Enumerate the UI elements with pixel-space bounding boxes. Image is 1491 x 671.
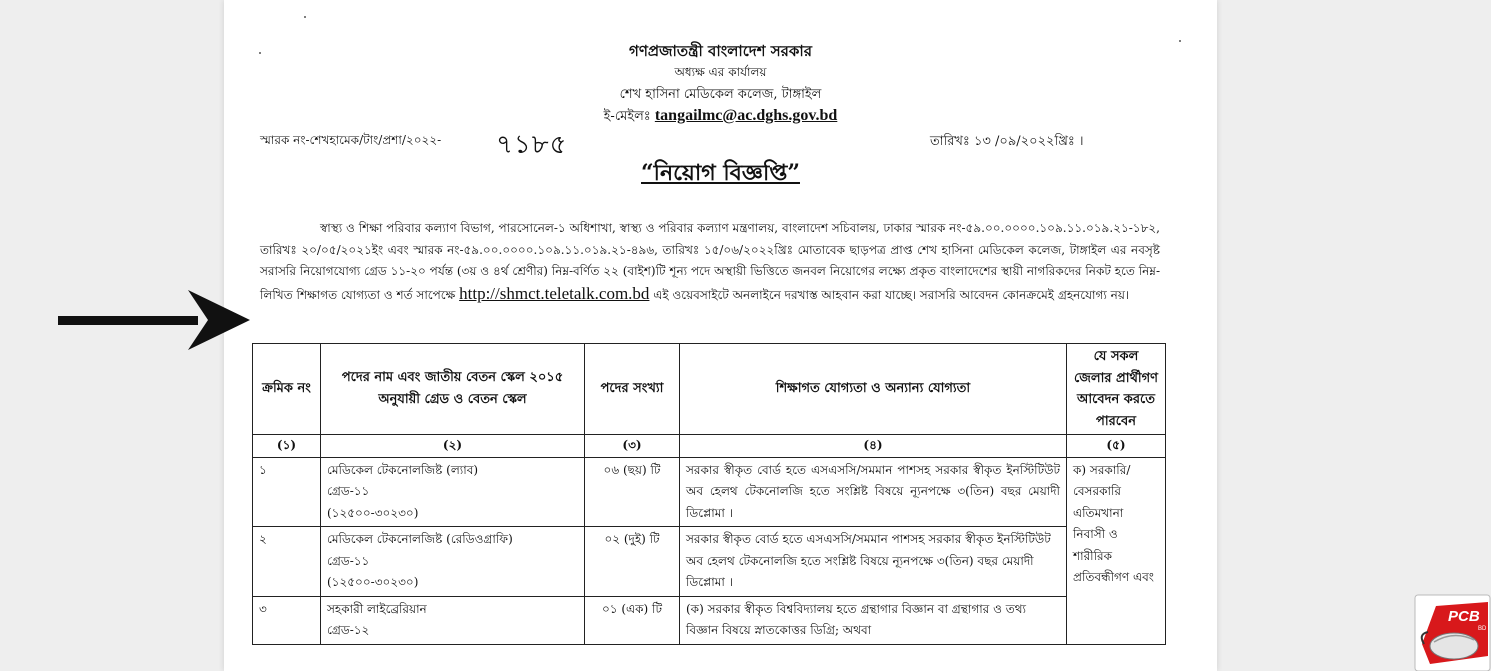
logo-text: PCB — [1448, 608, 1480, 625]
table-row — [253, 596, 1166, 644]
col-header-sl: ক্রমিক নং — [253, 344, 321, 435]
header-email-line — [224, 107, 1217, 128]
post-grade: গ্রেড-১২ — [327, 623, 370, 637]
email-label: ই-মেইলঃ — [603, 109, 651, 124]
header-office: অধ্যক্ষ এর কার্যালয় — [674, 65, 767, 79]
col-header-post: পদের নাম এবং জাতীয় বেতন স্কেল ২০১৫ অনুযায়ী গ্রেড ও বেতন স্কেল — [321, 344, 585, 435]
email-link[interactable]: tangailmc@ac.dghs.gov.bd — [654, 107, 838, 124]
memo-number: ৭১৮৫ — [496, 130, 568, 160]
intro-paragraph — [260, 218, 1160, 306]
col-number: (৪) — [680, 435, 1067, 458]
row-qualification: (ক) সরকার স্বীকৃত বিশ্ববিদ্যালয় হতে গ্রন্থাগার বিজ্ঞান বা গ্রন্থাগার ও তথ্য বিজ্ঞান বিষয়ে স্নাতকোত্তর ডিগ্রি; অথবা — [680, 596, 1067, 644]
table-number-row — [253, 435, 1166, 458]
notice-page — [224, 0, 1217, 671]
table-row — [253, 527, 1166, 597]
post-grade: গ্রেড-১১ — [327, 553, 370, 568]
row-count: ০১ (এক) টি — [585, 596, 680, 644]
post-name: সহকারী লাইব্রেরিয়ান — [327, 601, 427, 616]
post-name: মেডিকেল টেকনোলজিষ্ট (ল্যাব) — [327, 462, 479, 477]
col-number: (২) — [321, 435, 585, 458]
row-qualification: সরকার স্বীকৃত বোর্ড হতে এসএসসি/সমমান পাশসহ সরকার স্বীকৃত ইনস্টিটিউট অব হেলথ টেকনোলজি হতে সংশ্লিষ্ট বিষয়ে ন্যূনপক্ষে ৩(তিন) বছর মেয়াদী ডিপ্লোমা । — [680, 527, 1067, 597]
row-sl: ৩ — [253, 596, 321, 644]
intro-suffix: এই ওয়েবসাইটে অনলাইনে দরখাস্ত আহবান করা যাচ্ছে। সরাসরি আবেদন কোনক্রমেই গ্রহনযোগ্য নয়। — [653, 287, 1130, 302]
notice-title: “নিয়োগ বিজ্ঞপ্তি” — [641, 160, 800, 186]
col-header-count: পদের সংখ্যা — [585, 344, 680, 435]
intro-text: স্বাস্থ্য ও শিক্ষা পরিবার কল্যাণ বিভাগ, পারসোনেল-১ অধিশাখা, স্বাস্থ্য ও পরিবার কল্যাণ মন্ত্রণালয়, বাংলাদেশ সচিবালয়, ঢাকার স্মারক নং-৫৯.০০.০০০০.১০৯.১১.০১৯.২১-১৮২, তারিখঃ ২০/০৫/২০২১ইং এবং স্মারক নং-৫৯.০০.০০০০.১০৯.১১.০১৯.২১-৪৯৬, তারিখঃ ১৫/০৬/২০২২খ্রিঃ মোতাবেক ছাড়পত্র প্রাপ্ত শেখ হাসিনা মেডিকেল কলেজ, টাঙ্গাইল এর নবসৃষ্ট সরাসরি নিয়োগযোগ্য গ্রেড ১১-২০ পর্যন্ত (৩য় ও ৪র্থ শ্রেণীর) নিম্ন-বর্ণিত ২২ (বাইশ)টি শূন্য পদে অস্থায়ী ভিত্তিতে জনবল নিয়োগের লক্ষ্যে প্রকৃত বাংলাদেশের স্থায়ী নাগরিকদের নিকট হতে নিম্ন-লিখিত শিক্ষাগত যোগ্যতা ও শর্ত সাপেক্ষে — [260, 221, 1160, 302]
row-post — [321, 596, 585, 644]
scan-speck — [304, 16, 306, 18]
memo-date: তারিখঃ ১৩ /০৯/২০২২খ্রিঃ । — [930, 134, 1084, 149]
memo-label: স্মারক নং-শেখহামেক/টাং/প্রশা/২০২২- — [260, 133, 442, 147]
post-grade: গ্রেড-১১ — [327, 484, 370, 498]
pcb-logo — [1414, 594, 1491, 671]
row-post — [321, 527, 585, 597]
col-number: (৩) — [585, 435, 680, 458]
vacancy-table — [252, 343, 1166, 645]
row-qualification: সরকার স্বীকৃত বোর্ড হতে এসএসসি/সমমান পাশসহ সরকার স্বীকৃত ইনস্টিটিউট অব হেলথ টেকনোলজি হতে সংশ্লিষ্ট বিষয়ে ন্যূনপক্ষে ৩(তিন) বছর মেয়াদী ডিপ্লোমা । — [680, 457, 1067, 527]
apply-website-link[interactable]: http://shmct.teletalk.com.bd — [459, 283, 650, 303]
row-count: ০২ (দুই) টি — [585, 527, 680, 597]
post-name: মেডিকেল টেকনোলজিষ্ট (রেডিওগ্রাফি) — [327, 532, 513, 546]
row-sl: ১ — [253, 457, 321, 527]
logo-sub: BD — [1478, 626, 1487, 632]
header-govt: গণপ্রজাতন্ত্রী বাংলাদেশ সরকার — [629, 42, 812, 60]
row-count: ০৬ (ছয়) টি — [585, 457, 680, 527]
post-scale: (১২৫০০-৩০২৩০) — [327, 575, 419, 589]
row-sl: ২ — [253, 527, 321, 597]
row-districts: ক) সরকারি/ বেসরকারি এতিমখানা নিবাসী ও শারীরিক প্রতিবন্ধীগণ এবং — [1067, 457, 1166, 644]
pointer-arrow-icon — [58, 290, 250, 352]
mouse-icon — [1430, 633, 1478, 659]
table-header-row — [253, 344, 1166, 435]
row-post — [321, 457, 585, 527]
col-header-districts: যে সকল জেলার প্রার্থীগণ আবেদন করতে পারবেন — [1067, 344, 1166, 435]
col-number: (৫) — [1067, 435, 1166, 458]
table-row — [253, 457, 1166, 527]
post-scale: (১২৫০০-৩০২৩০) — [327, 505, 419, 520]
header-college: শেখ হাসিনা মেডিকেল কলেজ, টাঙ্গাইল — [619, 87, 822, 102]
col-header-qualification: শিক্ষাগত যোগ্যতা ও অন্যান্য যোগ্যতা — [680, 344, 1067, 435]
col-number: (১) — [253, 435, 321, 458]
